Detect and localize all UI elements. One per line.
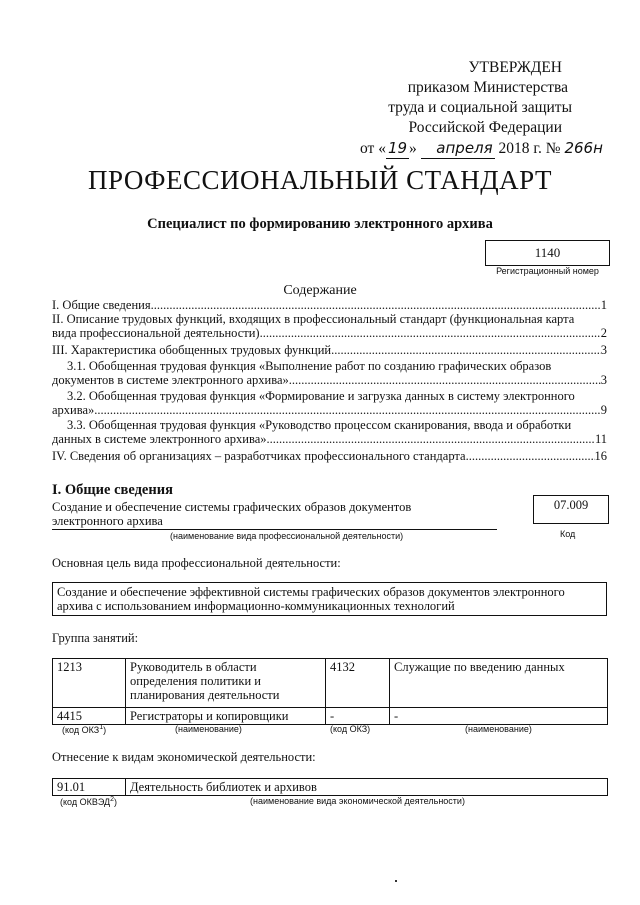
toc-item-cont: вида профессиональной деятельности) (52, 326, 260, 340)
scan-speck (395, 880, 397, 882)
okz-name: Служащие по введению данных (390, 659, 608, 708)
approval-line2: труда и социальной защиты (388, 99, 572, 116)
toc-page: 3 (600, 373, 607, 387)
goal-line2: архива с использованием информационно-коммуникационных технологий (57, 599, 455, 613)
activity-code-caption: Код (560, 529, 576, 539)
toc-item-text: III. Характеристика обобщенных трудовых функций (52, 343, 332, 357)
toc-item[interactable] (52, 449, 607, 463)
toc-item[interactable] (52, 389, 607, 417)
activity-kind-line1: Создание и обеспечение системы графических образов документов (52, 500, 412, 514)
toc-item-cont: документов в системе электронного архива» (52, 373, 289, 387)
activity-code: 07.009 (533, 495, 609, 524)
section-heading: I. Общие сведения (52, 482, 173, 498)
goal-line1: Создание и обеспечение эффективной системы графических образов документов электронного (57, 585, 565, 599)
toc-item-text: 3.3. Обобщенная трудовая функция «Руководство процессом сканирования, ввода и обработки (67, 418, 572, 432)
date-day: 19 (387, 139, 408, 157)
toc-item-text: 3.2. Обобщенная трудовая функция «Формирование и загрузка данных в систему электронного (67, 389, 575, 403)
approval-date-line (360, 138, 603, 159)
okz-code-caption: (код ОКЗ$^1$) (62, 724, 107, 735)
group-label: Группа занятий: (52, 631, 139, 645)
table-row (53, 779, 608, 796)
document-subtitle: Специалист по формированию электронного архива (147, 216, 493, 232)
registration-number-label: Регистрационный номер (496, 266, 599, 276)
goal-box (52, 582, 607, 616)
econ-label: Отнесение к видам экономической деятельности: (52, 750, 316, 764)
okz-code: 4132 (326, 659, 390, 708)
activity-kind (52, 500, 497, 530)
toc-item-cont: архива» (52, 403, 95, 417)
toc-item[interactable] (52, 343, 607, 357)
activity-kind-line2: электронного архива (52, 514, 163, 528)
okz-name: Руководитель в области определения политики и планирования деятельности (126, 659, 326, 708)
toc-title: Содержание (283, 283, 357, 298)
okz-name2-caption: (наименование) (465, 724, 532, 734)
approval-line3: Российской Федерации (408, 119, 562, 136)
date-prefix: от « (360, 140, 386, 157)
toc-item-text: I. Общие сведения (52, 298, 151, 312)
document-title: ПРОФЕССИОНАЛЬНЫЙ СТАНДАРТ (87, 165, 553, 195)
okz-code: 1213 (53, 659, 126, 708)
okved-code-caption: (код ОКВЭД$^2$) (60, 796, 118, 807)
registration-number-box: 1140 (485, 240, 610, 266)
toc-item-text: II. Описание трудовых функций, входящих в профессиональный стандарт (функциональная карта (52, 312, 575, 326)
okved-table (52, 778, 608, 796)
toc-item[interactable] (52, 418, 607, 446)
toc-page: 16 (594, 449, 607, 463)
approval-line1: приказом Министерства (407, 79, 568, 96)
toc-item[interactable] (52, 312, 607, 340)
approval-block (360, 58, 603, 159)
activity-kind-caption: (наименование вида профессиональной деятельности) (170, 531, 404, 541)
occupation-group-table (52, 658, 608, 725)
toc-page: 11 (594, 432, 607, 446)
toc-item[interactable] (52, 359, 607, 387)
approval-heading: УТВЕРЖДЕН (468, 59, 562, 76)
toc-item[interactable] (52, 298, 607, 312)
date-mid: » (409, 140, 417, 157)
okz-name: Регистраторы и копировщики (126, 708, 326, 725)
date-year: 2018 г. № (498, 140, 561, 157)
okz-code: - (326, 708, 390, 725)
table-row (53, 659, 608, 708)
order-number: 266н (564, 139, 603, 157)
okved-name: Деятельность библиотек и архивов (126, 779, 608, 796)
okved-name-caption: (наименование вида экономической деятельности) (250, 796, 465, 806)
okz-name: - (390, 708, 608, 725)
toc-item-text: 3.1. Обобщенная трудовая функция «Выполнение работ по созданию графических образов (67, 359, 552, 373)
date-month: апреля (421, 138, 495, 159)
table-row (53, 708, 608, 725)
okz-code: 4415 (53, 708, 126, 725)
okz-name-caption: (наименование) (175, 724, 242, 734)
okz-code2-caption: (код ОКЗ) (330, 724, 371, 734)
toc-item-text: IV. Сведения об организациях – разработчиках профессионального стандарта (52, 449, 466, 463)
toc-page: 2 (600, 326, 607, 340)
toc-item-cont: данных в системе электронного архива» (52, 432, 267, 446)
toc-page: 3 (600, 343, 607, 357)
goal-label: Основная цель вида профессиональной деятельности: (52, 556, 341, 570)
toc-page: 9 (600, 403, 607, 417)
toc-page: 1 (600, 298, 607, 312)
okved-code: 91.01 (53, 779, 126, 796)
